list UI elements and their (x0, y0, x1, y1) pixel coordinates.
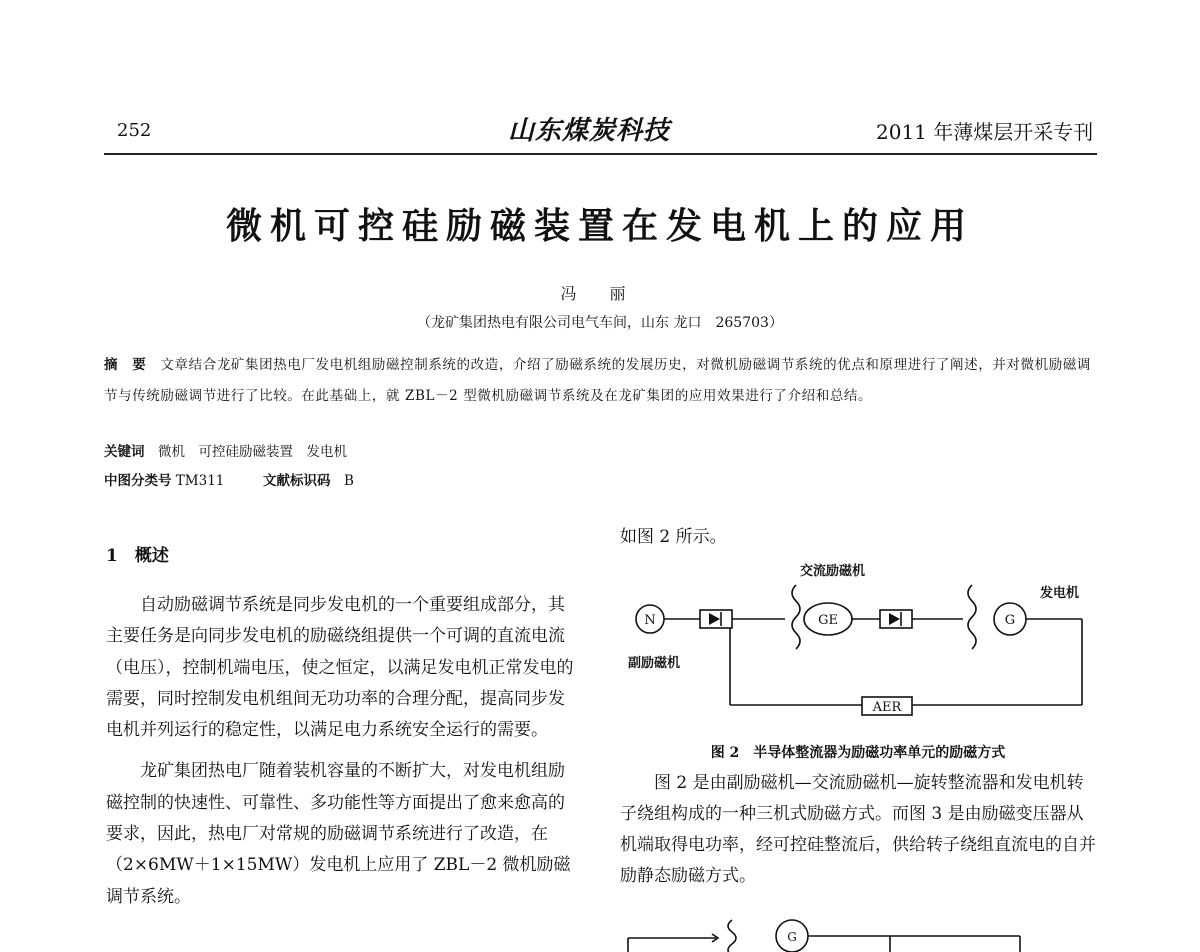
figure-intro-text: 如图 2 所示。 (620, 527, 727, 547)
header-divider (104, 153, 1097, 155)
abstract-label: 摘 要 (104, 357, 147, 373)
diode-icon (889, 613, 900, 625)
figure-2-diagram (620, 555, 1100, 735)
paragraph: 图 2 是由副励磁机—交流励磁机—旋转整流器和发电机转子绕组构成的一种三机式励磁方式。而图 3 是由励磁变压器从机端取得电功率，经可控硅整流后，供给转子绕组直流电的自并励静态励磁方式。 (620, 773, 1096, 886)
abstract-block (104, 350, 1094, 412)
label-g3: G (787, 930, 797, 944)
right-column-text (620, 768, 1096, 892)
article-author: 冯 丽 (560, 284, 640, 303)
label-ge: GE (818, 613, 838, 628)
ac-exciter-winding (792, 585, 800, 649)
figure-3-diagram (620, 916, 1100, 952)
article-title: 微机可控硅励磁装置在发电机上的应用 (225, 205, 974, 247)
label-generator: 发电机 (1040, 586, 1080, 601)
abstract-text: 文章结合龙矿集团热电厂发电机组励磁控制系统的改造，介绍了励磁系统的发展历史，对微机励磁调节系统的优点和原理进行了阐述，并对微机励磁调节与传统励磁调节进行了比较。在此基础上，就 ZBL－2 型微机励磁调节系统及在龙矿集团的应用效果进行了介绍和总结。 (104, 357, 1092, 404)
section-heading: 1 概述 (106, 546, 169, 566)
article-affiliation: （龙矿集团热电有限公司电气车间，山东 龙口 265703） (417, 315, 783, 331)
left-column-text (106, 590, 580, 913)
keywords-label: 关键词 (104, 444, 145, 460)
label-n: N (644, 613, 656, 628)
label-g: G (1004, 613, 1016, 628)
exciter-winding (728, 920, 736, 952)
page-number: 252 (117, 120, 152, 141)
clc-label: 中图分类号 (104, 473, 172, 489)
label-pilot-exciter: 副励磁机 (628, 656, 681, 671)
issue-label: 2011 年薄煤层开采专刊 (876, 120, 1094, 144)
keywords-line (104, 440, 347, 460)
figure-2-caption: 图 2 半导体整流器为励磁功率单元的励磁方式 (710, 745, 1006, 761)
label-aer: AER (872, 700, 902, 715)
paragraph: 龙矿集团热电厂随着装机容量的不断扩大，对发电机组励磁控制的快速性、可靠性、多功能性等方面提出了愈来愈高的要求，因此，热电厂对常规的励磁调节系统进行了改造，在（2×6MW＋1×15MW）发电机上应用了 ZBL－2 微机励磁调节系统。 (106, 761, 571, 907)
clc-value: TM311 (175, 473, 225, 489)
doc-code-label: 文献标识码 (263, 473, 331, 489)
doc-code-value: B (344, 473, 354, 489)
diode-icon (709, 613, 720, 625)
label-ac-exciter: 交流励磁机 (800, 564, 866, 579)
classification-line (104, 469, 354, 489)
keywords-text: 微机 可控硅励磁装置 发电机 (158, 444, 347, 460)
paragraph: 自动励磁调节系统是同步发电机的一个重要组成部分，其主要任务是向同步发电机的励磁绕组提供一个可调的直流电流（电压），控制机端电压，使之恒定，以满足发电机正常发电的需要，同时控制发电机组间无功功率的合理分配，提高同步发电机并列运行的稳定性，以满足电力系统安全运行的需要。 (106, 595, 574, 741)
journal-title: 山东煤炭科技 (508, 116, 671, 146)
generator-field-winding (968, 585, 976, 649)
